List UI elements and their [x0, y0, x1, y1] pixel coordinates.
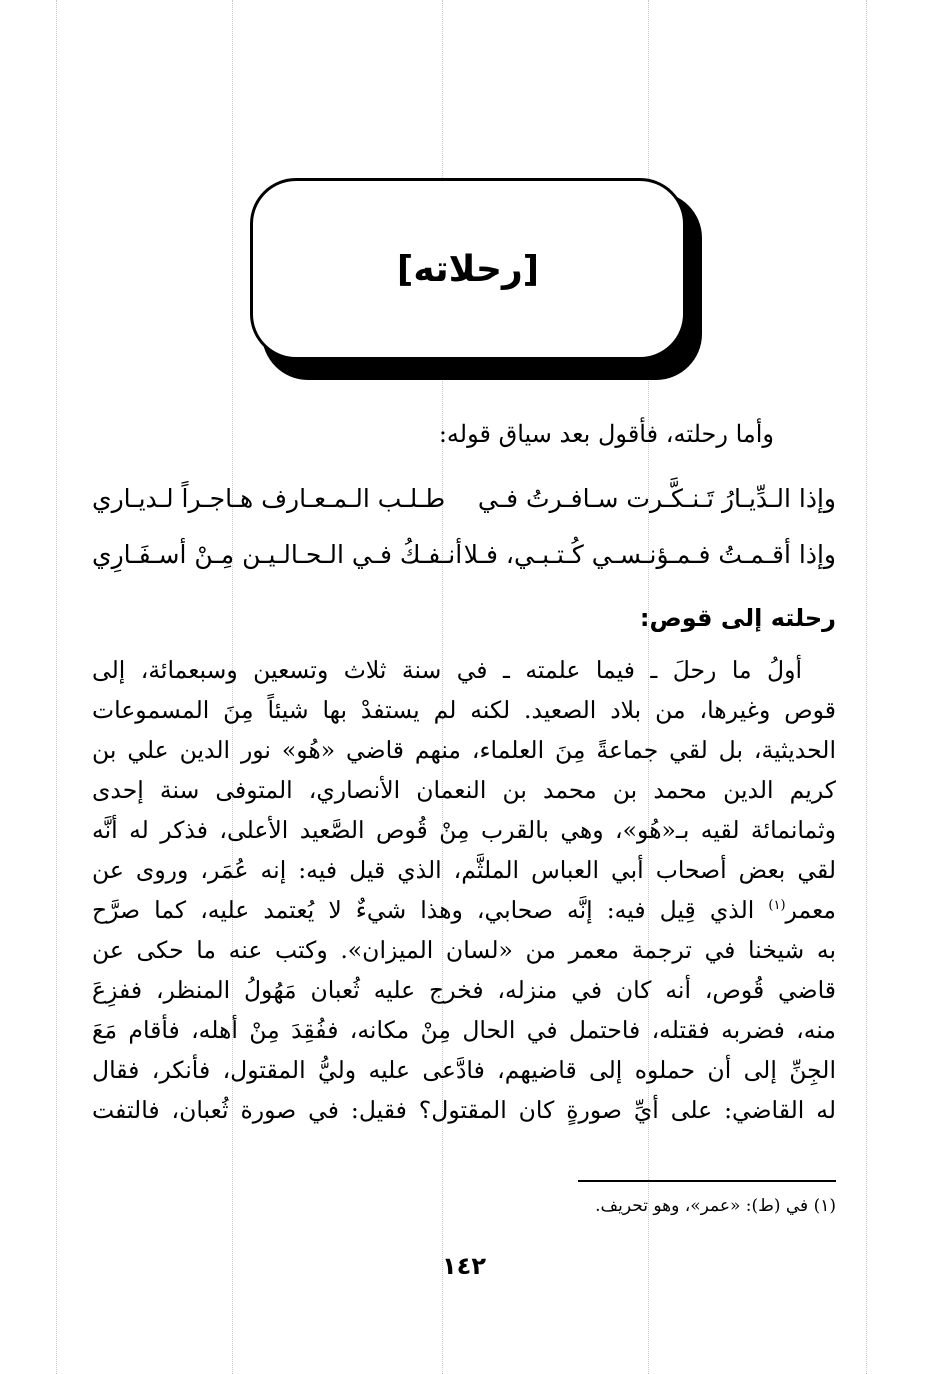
- chapter-title-frame: [250, 178, 702, 366]
- body-line: له القاضي: على أيِّ صورةٍ كان المقتول؟ فقيل: في صورة ثُعبان، فالتفت: [92, 1096, 836, 1124]
- scan-grid-line: [866, 0, 867, 1374]
- footnote-ref-word: معمر: [785, 896, 836, 924]
- verse-first-hemistich: وإذا أقـمـتُ فـمـؤنـسـي كُـتـبـي، فـلا: [463, 540, 836, 569]
- book-page: [92, 0, 836, 1374]
- body-line: الجِنِّ إلى أن حملوه إلى قاضيهم، فادَّعى عليه وليُّ المقتول، فأنكر، فقال: [92, 1056, 836, 1084]
- body-line-rest: الذي قِيل فيه: إنَّه صحابي، وهذا شيءٌ لا يُعتمد عليه، كما صرَّح: [92, 896, 755, 924]
- verse-second-hemistich: طـلـب الـمـعـارف هـاجـراً لـديـاري: [92, 484, 446, 513]
- body-line-with-footnote: [92, 890, 836, 930]
- footnote-marker[interactable]: (١): [768, 898, 786, 914]
- verse-first-hemistich: وإذا الـدِّيـارُ تَـنـكَّـرت سـافـرتُ فـي: [477, 484, 836, 513]
- verse-second-hemistich: أنـفـكُ فـي الـحـالـيـن مِـنْ أسـفَـارِي: [92, 540, 463, 569]
- body-line: أولُ ما رحلَ ـ فيما علمته ـ في سنة ثلاث وتسعين وسبعمائة، إلى: [92, 656, 802, 684]
- body-line: قاضي قُوص، أنه كان في منزله، فخرج عليه ثُعبان مَهُولُ المنظر، ففزِعَ: [92, 976, 836, 1004]
- body-line: قوص وغيرها، من بلاد الصعيد. لكنه لم يستفدْ بها شيئاً مِنَ المسموعات: [92, 696, 836, 724]
- page-number: ١٤٢: [442, 1252, 486, 1280]
- body-line: منه، فضربه فقتله، فاحتمل في الحال مِنْ مكانه، ففُقِدَ مِنْ أهله، فأقام مَعَ: [92, 1016, 836, 1044]
- section-heading: رحلته إلى قوص:: [639, 604, 836, 632]
- body-line: لقي بعض أصحاب أبي العباس الملثَّم، الذي قيل فيه: إنه عُمَر، وروى عن: [92, 856, 836, 884]
- body-line: كريم الدين محمد بن محمد بن النعمان الأنصاري، المتوفى سنة إحدى: [92, 776, 836, 804]
- footnote-text: (١) في (ط): «عمر»، وهو تحريف.: [595, 1196, 836, 1216]
- verse-line: [92, 540, 836, 580]
- body-line: به شيخنا في ترجمة معمر من «لسان الميزان». وكتب عنه ما حكى عن: [92, 936, 836, 964]
- intro-line: وأما رحلته، فأقول بعد سياق قوله:: [438, 420, 774, 448]
- body-paragraph: [92, 650, 836, 1130]
- scan-grid-line: [56, 0, 57, 1374]
- body-line: الحديثية، بل لقي جماعةً مِنَ العلماء، منهم قاضي «هُو» نور الدين علي بن: [92, 736, 836, 764]
- verse-line: [92, 484, 836, 524]
- footnote-divider: [578, 1180, 836, 1182]
- body-line: وثمانمائة لقيه بـ«هُو»، وهي بالقرب مِنْ قُوص الصَّعيد الأعلى، فذكر له أنَّه: [92, 816, 836, 844]
- chapter-title-box: [250, 178, 686, 360]
- chapter-title: [رحلاته]: [396, 248, 540, 290]
